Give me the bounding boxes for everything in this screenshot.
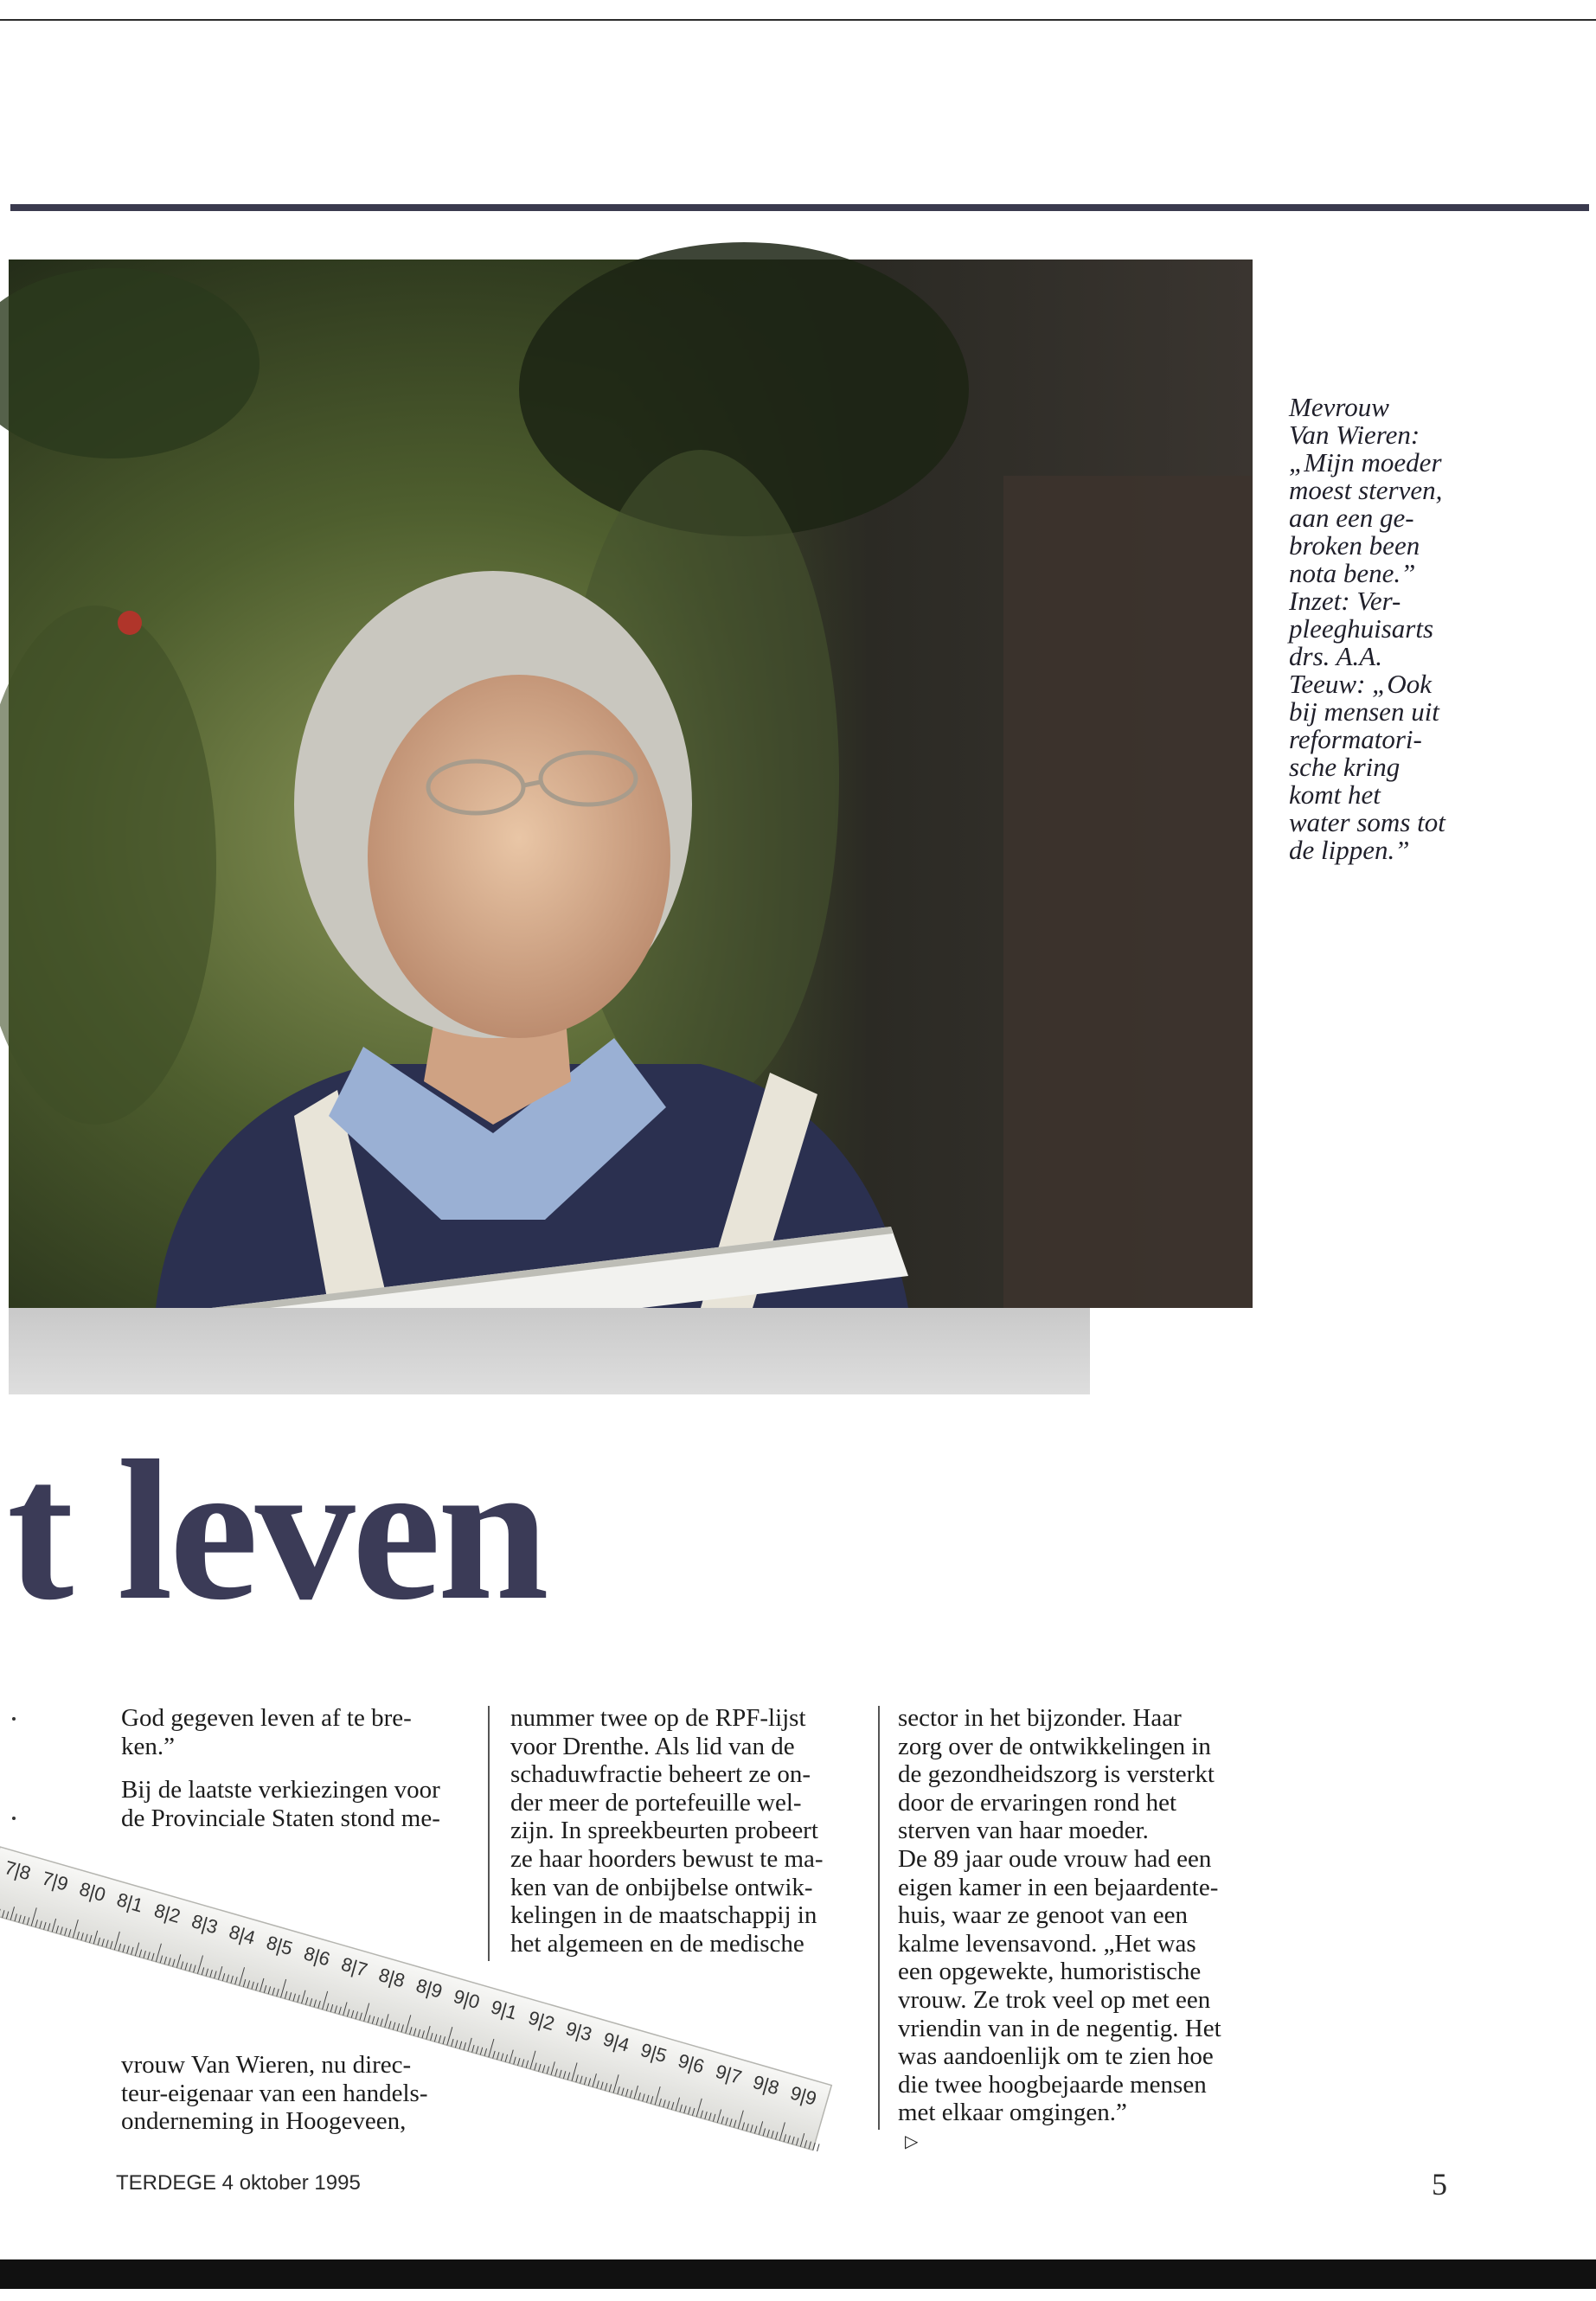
text-line: ken van de onbijbelse ontwik-: [510, 1873, 813, 1901]
ruler-label: 9|7: [713, 2060, 745, 2089]
ruler-label: 7|9: [39, 1867, 71, 1895]
text-line: die twee hoogbejaarde mensen: [898, 2070, 1207, 2099]
ruler-label: 8|7: [338, 1952, 370, 1981]
ruler-label: 9|3: [563, 2017, 595, 2046]
ruler-tick: [817, 2144, 819, 2151]
text-line: onderneming in Hoogeveen,: [121, 2107, 407, 2136]
text-line: teur-eigenaar van een handels-: [121, 2079, 428, 2107]
caption-line: reformatori-: [1289, 724, 1422, 754]
column-divider: [878, 1706, 880, 2130]
caption-line: nota bene.”: [1289, 558, 1416, 588]
top-hairline: [0, 19, 1596, 21]
folding-ruler: [0, 1644, 865, 2110]
text-line: vrouw Van Wieren, nu direc-: [121, 2051, 412, 2079]
triangle-right-outline-icon: ▷: [905, 2131, 919, 2151]
caption-line: „Mijn moeder: [1289, 447, 1442, 478]
ruler-label: 9|5: [638, 2038, 670, 2067]
ruler-label: 8|1: [114, 1888, 146, 1917]
ruler-label: 8|5: [264, 1931, 296, 1960]
ruler-label: 9|8: [750, 2071, 782, 2099]
caption-line: sche kring: [1289, 752, 1401, 782]
text-line: vriendin van in de negentig. Het: [898, 2014, 1221, 2042]
caption-line: pleeghuisarts: [1289, 613, 1434, 644]
text-line: door de ervaringen rond het: [898, 1788, 1177, 1817]
text-line: de Provinciale Staten stond me-: [121, 1804, 440, 1832]
caption-line: Mevrouw: [1289, 392, 1389, 422]
caption-line: komt het: [1289, 779, 1381, 810]
text-line: voor Drenthe. Als lid van de: [510, 1732, 795, 1760]
ruler-label: 9|9: [787, 2081, 819, 2110]
text-line: was aandoenlijk om te zien hoe: [898, 2042, 1214, 2071]
caption-line: de lippen.”: [1289, 835, 1410, 865]
ruler-label: 8|6: [301, 1942, 333, 1971]
photo-caption: [1289, 394, 1488, 864]
caption-line: Teeuw: „Ook: [1289, 669, 1433, 699]
caption-line: water soms tot: [1289, 807, 1445, 837]
text-line: God gegeven leven af te bre-: [121, 1704, 412, 1732]
text-line: sterven van haar moeder.: [898, 1817, 1149, 1845]
caption-line: drs. A.A.: [1289, 641, 1382, 671]
text-line: ze haar hoorders bewust te ma-: [510, 1844, 824, 1873]
caption-line: moest sterven,: [1289, 475, 1443, 505]
text-line: der meer de portefeuille wel-: [510, 1788, 802, 1817]
text-line: schaduwfractie beheert ze on-: [510, 1760, 811, 1789]
text-line: een opgewekte, humoristische: [898, 1958, 1202, 1986]
text-line: eigen kamer in een bejaardente-: [898, 1873, 1219, 1901]
ruler-label: 8|0: [76, 1877, 108, 1907]
photo-shadow-strip: [9, 1308, 1090, 1394]
ruler-label: 9|2: [526, 2006, 557, 2035]
text-line: zijn. In spreekbeurten probeert: [510, 1817, 818, 1845]
ruler-label: 9|6: [676, 2049, 707, 2078]
text-line: De 89 jaar oude vrouw had een: [898, 1844, 1212, 1873]
text-line: zorg over de ontwikkelingen in: [898, 1732, 1211, 1760]
text-line: met elkaar omgingen.”: [898, 2099, 1127, 2127]
text-line: huis, waar ze genoot van een: [898, 1901, 1188, 1930]
ruler-label: 8|4: [226, 1920, 258, 1949]
text-line: sector in het bijzonder. Haar: [898, 1704, 1182, 1732]
text-line: ken.”: [121, 1732, 175, 1760]
text-line: de gezondheidszorg is versterkt: [898, 1760, 1215, 1789]
top-rule: [10, 204, 1589, 211]
text-line: kelingen in de maatschappij in: [510, 1901, 817, 1930]
ruler-label: 9|1: [488, 1996, 520, 2024]
page-number: 5: [1432, 2167, 1447, 2202]
ruler-label: 8|9: [413, 1974, 445, 2003]
headline: t leven: [7, 1420, 546, 1642]
ruler-label: 8|2: [151, 1899, 183, 1927]
ruler-label: 9|4: [600, 2028, 632, 2056]
text-line: het algemeen en de medische: [510, 1929, 804, 1958]
ruler-label: 9|0: [451, 1984, 483, 2014]
caption-line: bij mensen uit: [1289, 696, 1439, 727]
caption-line: broken been: [1289, 530, 1420, 561]
bottom-rule: [0, 2259, 1596, 2289]
caption-line: Inzet: Ver-: [1289, 586, 1401, 616]
ruler-label: 8|3: [189, 1910, 221, 1939]
text-line: vrouw. Ze trok veel op met een: [898, 1985, 1211, 2014]
text-line: nummer twee op de RPF-lijst: [510, 1704, 806, 1732]
caption-line: Van Wieren:: [1289, 420, 1420, 450]
publication-footer: TERDEGE 4 oktober 1995: [116, 2171, 361, 2195]
portrait-photo: [9, 260, 1253, 1308]
text-line: Bij de laatste verkiezingen voor: [121, 1776, 440, 1804]
ruler-label: 8|8: [376, 1964, 407, 1992]
text-line: kalme levensavond. „Het was: [898, 1929, 1196, 1958]
caption-line: aan een ge-: [1289, 503, 1414, 533]
text-column-3: [898, 1704, 1261, 2157]
ruler-label: 7|8: [2, 1856, 34, 1885]
